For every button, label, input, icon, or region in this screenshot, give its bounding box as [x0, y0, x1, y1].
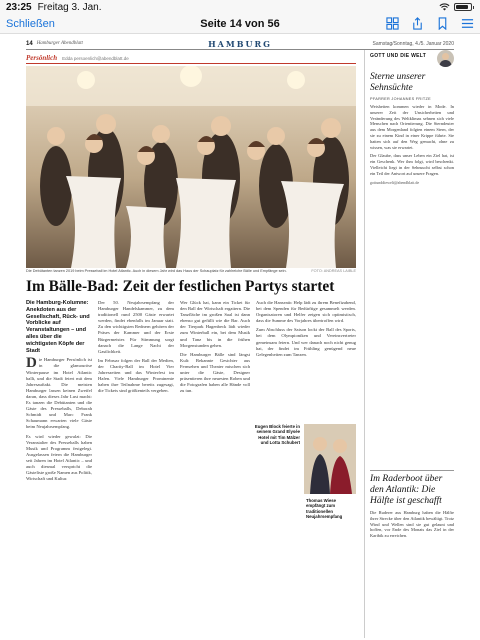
- article-headline[interactable]: Im Bälle-Bad: Zeit der festlichen Partys startet: [26, 278, 335, 295]
- paper-date: Samstag/Sonntag, 4./5. Januar 2020: [372, 40, 454, 47]
- column-4-text: Auch die Hanseatic Help lädt zu ihrem Benefizabend, bei dem Spenden für Bedürftige gesammelt werden. Organisatoren und Helfer zeigen sich optimistisch, dass die Summe des Vorjahres übertroffen wird.: [256, 300, 356, 324]
- page-indicator: Seite 14 von 56: [200, 17, 280, 30]
- status-date: Freitag 3. Jan.: [37, 1, 102, 13]
- second-article-body: [370, 510, 454, 638]
- menu-icon[interactable]: [461, 17, 474, 30]
- close-button[interactable]: Schließen: [6, 17, 55, 30]
- column-body-text: Weisheiten kommen wieder in Mode. In unserer Zeit der Unsicherheiten und Veränderung des Weltklimas sehnen sich viele Menschen nach Orientierung. Die Sterndeuter aus dem Morgenland folgten einem Stern, der sie zu einem Kind in einer Krippe führte. Sie hatten sich auf den Weg gemacht, ohne zu wissen, was sie erwartet.: [370, 104, 454, 150]
- grid-icon[interactable]: [386, 17, 399, 30]
- column-1-text: ie Hamburger Persönlich ist in die glamouröse Winterpause im Hotel Atlantic ballt, und die Stadt feiert mit dem Jahresauftakt. Die meisten Hamburger lassen keinen Zweifel daran, dass dieses Jahr Lust macht: Es tanzen die Debütanten und die Gäste des Presseballs, Deborah Schmidt und Marc Frank Schaumann erwarten viele Gäste beim Neujahrsempfang.: [26, 357, 92, 430]
- section-title: HAMBURG: [208, 38, 272, 49]
- photo-credit: FOTO: ANDREAS LAIBLE: [311, 269, 356, 273]
- reader-toolbar: [0, 14, 480, 34]
- column-2-text-2: Im Februar folgen der Ball der Medien, der Charity-Ball im Hotel Vier Jahreszeiten und das Winterfest im Hafen. Viele Hamburger Prominente haben ihre Teilnahme bereits zugesagt, die Tickets sind größtenteils vergeben.: [98, 357, 174, 394]
- side-photo: [304, 424, 356, 494]
- column-gott-und-die-welt: [364, 50, 454, 638]
- paper-name: Hamburger Abendblatt: [36, 41, 83, 46]
- column-2-text: Der 50. Neujahrsempfang der Hamburger Handelskammer, zu dem traditionell rund 2500 Gäste erwartet werden, findet ebenfalls im Januar statt. Zu den wichtigsten Rednern gehören der Präses der Kammer und der Erste Bürgermeister. Für Stimmung sorgt danach die Lange Nacht der Gastlichkeit.: [98, 300, 174, 354]
- column-kicker: GOTT UND DIE WELT: [370, 53, 427, 59]
- column-header: [370, 50, 454, 70]
- photo-caption: [26, 269, 356, 273]
- newspaper-page[interactable]: [26, 38, 454, 638]
- article-column-2: [98, 300, 174, 638]
- rubric-title: Persönlich: [26, 54, 58, 62]
- photo-caption-text: Die Debütanten tanzen 2019 beim Presseball im Hotel Atlantic. Auch in diesem Jahr wird das Haus der Schauplatz für zahlreiche Bälle und Empfänge sein.: [26, 269, 287, 273]
- status-bar: [0, 0, 480, 14]
- toolbar-actions: [386, 17, 474, 30]
- bookmark-icon[interactable]: [436, 17, 449, 30]
- article-column-3: [180, 300, 250, 638]
- second-article-text: Die Ruderer aus Hamburg haben die Hälfte ihrer Strecke über den Atlantik bewältigt. Trotz Wind und Wellen sind sie gut gelaunt und hoffen, vor Ende des Monats das Ziel in der Karibik zu erreichen.: [370, 510, 454, 539]
- column-email: gottunddiewelt@abendblatt.de: [370, 179, 420, 185]
- column-lead: Die Hamburg-Kolumne: Anekdoten aus der Gesellschaft, Rück- und Vorblicke auf Veranstaltungen – und alles über die wichtigsten Köpfe der Stadt: [26, 300, 90, 354]
- ball-photo: [26, 66, 356, 268]
- side-photo-caption-1: Eugen Block feierte in seinem Grand Elysée Hotel mit Tim Mälzer und Lotta Schubert: [254, 424, 300, 446]
- column-title[interactable]: Sterne unserer Sehnsüchte: [370, 72, 426, 93]
- column-3-text: Wer Glück hat, kann ein Ticket für den Ball der Wirtschaft ergattern. Die Tanzfläche im großen Saal ist dann ebenso gut gefüllt wie die Bar. Auch der Tierpark Hagenbeck lädt wieder zum Winterball ein, bei dem Musik und Tanz bis in die frühen Morgenstunden gehen.: [180, 300, 250, 348]
- wifi-icon: [439, 3, 450, 11]
- column-author: PFARRER JOHANNES FRITZE: [370, 97, 431, 101]
- battery-level: [456, 5, 468, 9]
- column-4-text-2: Zum Abschluss der Saison lockt der Ball des Sports, bei dem Olympioniken und Vereinsvertreter gemeinsam feiern. Und wer danach noch nicht genug hat, der findet im Frühling genügend neue Gelegenheiten zum Tanzen.: [256, 327, 356, 357]
- side-photo-caption-2: Thomas Wiese empfängt zum traditionellen Neujahrsempfang: [306, 498, 343, 520]
- article-column-4: [256, 300, 356, 420]
- author-avatar: [437, 50, 454, 67]
- column-body: [370, 104, 454, 464]
- page-masthead: [26, 38, 454, 50]
- column-3-text-2: Die Hamburger Bälle sind längst Kult: Bekannte Gesichter aus Fernsehen und Theater mischen sich unter die Gäste, Designer präsentieren ihre neuesten Roben und die Fotografen haben alle Hände voll zu tun.: [180, 351, 250, 394]
- rubric-subtitle: Edda persoenlich@abendblatt.de: [62, 56, 129, 61]
- second-article-title[interactable]: Im Raderboot über den Atlantik: Die Hälfte ist geschafft: [370, 474, 443, 506]
- status-indicators: [439, 3, 474, 11]
- article-column-1: [26, 300, 92, 638]
- status-time: 23:25: [6, 1, 32, 13]
- drop-cap: D: [26, 355, 37, 372]
- column-body-text-2: Der Glaube, dass unser Leben ein Ziel hat, ist ein Geschenk. Wer ihm folgt, wird beschenkt. Vielleicht liegt in der Sehnsucht selbst schon ein Teil der Antwort auf unsere Fragen.: [370, 153, 454, 176]
- battery-icon: [454, 3, 474, 11]
- column-divider: [370, 470, 454, 471]
- share-icon[interactable]: [411, 17, 424, 30]
- column-1-text-2: Es wird wieder gewalzt: Die Veranstalter des Presseballs haben Musik und Programm festgelegt. Ausgelassen feiern die Hamburger seit Jahren im Hotel Atlantic – und auch diesmal verspricht die Gästeliste große Namen aus Politik, Wirtschaft und Kultur.: [26, 433, 92, 482]
- paper-page-number: 14: [26, 40, 33, 47]
- rubric-bar: [26, 54, 356, 64]
